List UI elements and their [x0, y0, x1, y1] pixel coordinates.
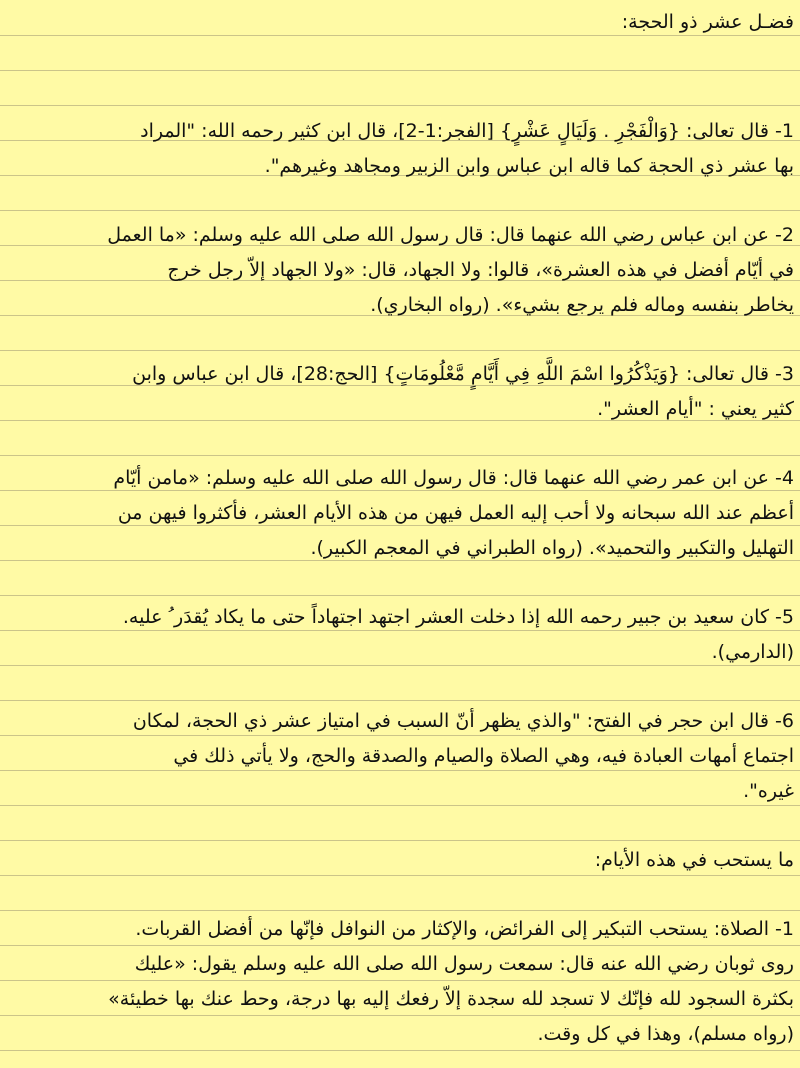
paragraph-line: التهليل والتكبير والتحميد». (رواه الطبراني في المعجم الكبير). [310, 537, 794, 559]
paragraph-line: 6- قال ابن حجر في الفتح: "والذي يظهر أنّ السبب في امتياز عشر ذي الحجة، لمكان [132, 710, 794, 732]
paragraph-line: يخاطر بنفسه وماله فلم يرجع بشيء». (رواه البخاري). [370, 294, 794, 316]
paragraph-line: روى ثوبان رضي الله عنه قال: سمعت رسول الله صلى الله عليه وسلم يقول: «عليك [134, 953, 794, 975]
paragraph-line: (رواه مسلم)، وهذا في كل وقت. [537, 1023, 794, 1045]
paragraph-line: 1- قال تعالى: {وَالْفَجْرِ . وَلَيَالٍ عَشْرٍ} [الفجر:1-2]، قال ابن كثير رحمه الله: "المراد [140, 120, 794, 142]
paragraph-line: غيره". [743, 780, 794, 802]
section-heading: فضـل عشر ذو الحجة: [621, 11, 794, 33]
paragraph-line: 3- قال تعالى: {وَيَذْكُرُوا اسْمَ اللَّهِ فِي أَيَّامٍ مَّعْلُومَاتٍ} [الحج:28]، قال ابن عباس وابن [132, 363, 794, 385]
paragraph-line: بكثرة السجود لله فإنّك لا تسجد لله سجدة إلاّ رفعك إليه بها درجة، وحط عنك بها خطيئة» [108, 988, 794, 1010]
paragraph-line: أعظم عند الله سبحانه ولا أحب إليه العمل فيهن من هذه الأيام العشر، فأكثروا فيهن من [117, 502, 794, 524]
paragraph-line: 2- عن ابن عباس رضي الله عنهما قال: قال رسول الله صلى الله عليه وسلم: «ما العمل [107, 224, 794, 246]
paragraph-line: بها عشر ذي الحجة كما قاله ابن عباس وابن الزبير ومجاهد وغيرهم". [264, 155, 794, 177]
paragraph-line: 4- عن ابن عمر رضي الله عنهما قال: قال رسول الله صلى الله عليه وسلم: «مامن أيّام [113, 467, 794, 489]
paragraph-line: (الدارمي). [711, 641, 794, 663]
paragraph-line: اجتماع أمهات العبادة فيه، وهي الصلاة والصيام والصدقة والحج، ولا يأتي ذلك في [173, 745, 794, 767]
paragraph-line: كثير يعني : "أيام العشر". [597, 398, 794, 420]
section-heading: ما يستحب في هذه الأيام: [594, 849, 794, 871]
paragraph-line: 1- الصلاة: يستحب التبكير إلى الفرائض، والإكثار من النوافل فإنّها من أفضل القربات. [135, 918, 794, 940]
paragraph-line: 5- كان سعيد بن جبير رحمه الله إذا دخلت العشر اجتهد اجتهاداً حتى ما يكاد يُقدَر ُ عليه. [122, 606, 794, 628]
paragraph-line: في أيّام أفضل في هذه العشرة»، قالوا: ولا الجهاد، قال: «ولا الجهاد إلاّ رجل خرج [167, 259, 794, 281]
